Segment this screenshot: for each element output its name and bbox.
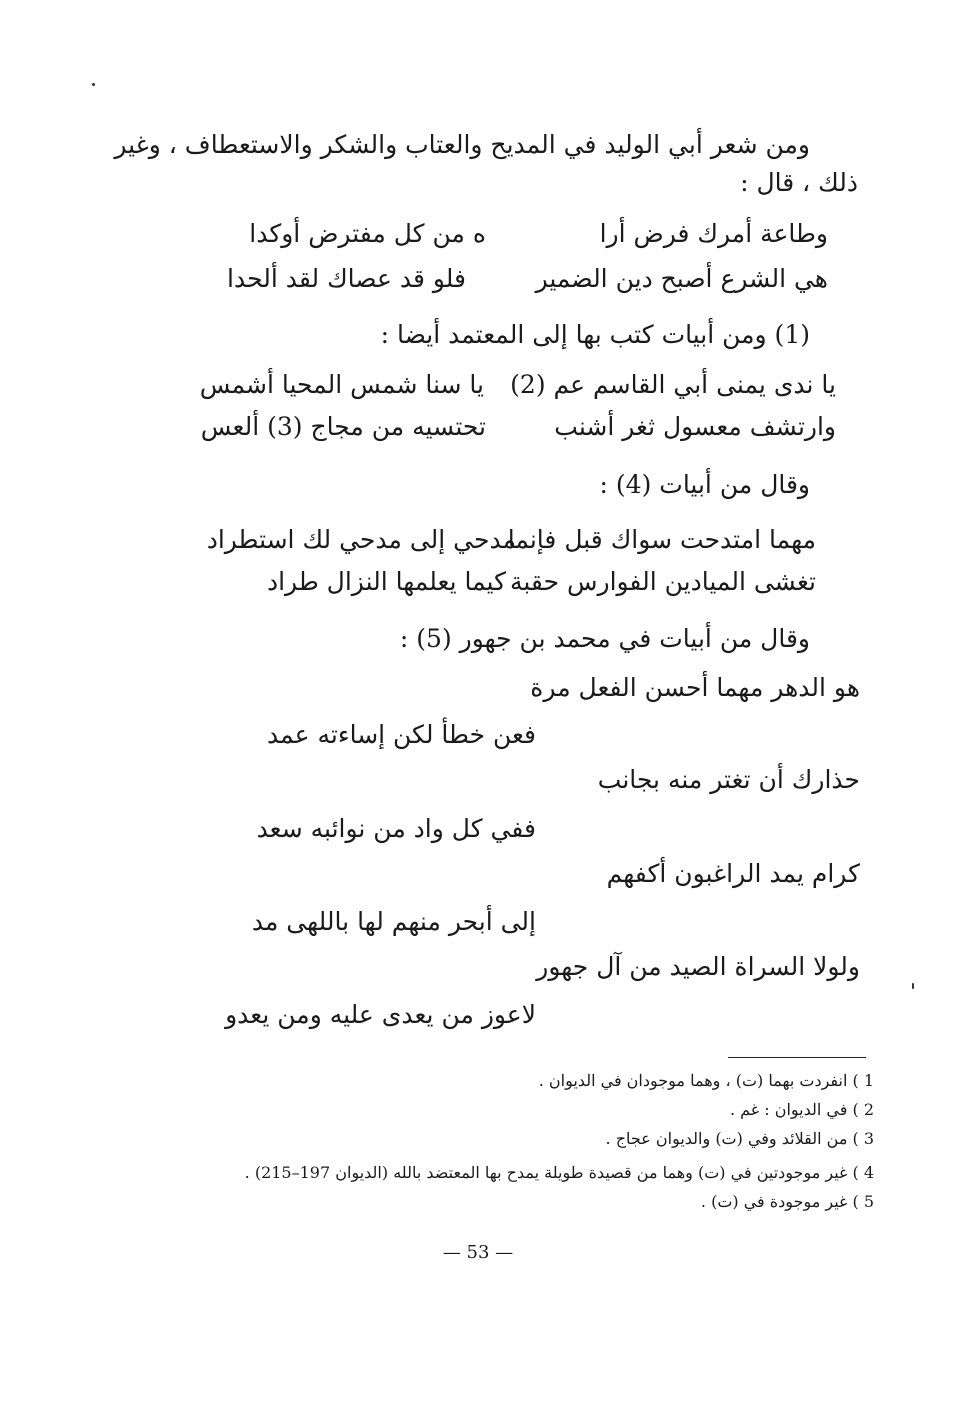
verse-hemistich-left: مدحي إلى مدحي لك استطراد (206, 525, 516, 554)
scan-speck (912, 983, 914, 989)
verse-hemistich-left: ففي كل واد من نوائبه سعد (256, 814, 536, 843)
verse-hemistich-right: مهما امتدحت سواك قبل فإنما (507, 525, 816, 554)
verse-hemistich-left: يا سنا شمس المحيا أشمس (199, 370, 484, 399)
verse-hemistich-left: كيما يعلمها النزال طراد (266, 567, 506, 596)
footnote: 3 ) من القلائد وفي (ت) والديوان عجاج . (605, 1129, 874, 1148)
verse-hemistich-left: فلو قد عصاك لقد ألحدا (227, 264, 466, 293)
verse-hemistich-left: لاعوز من يعدى عليه ومن يعدو (225, 1000, 536, 1029)
section-heading: وقال من أبيات (4) : (599, 470, 810, 499)
intro-line-2: ذلك ، قال : (740, 168, 858, 197)
footnote-number: 4 (863, 1163, 874, 1182)
verse-hemistich-right: هي الشرع أصبح دين الضمير (535, 264, 828, 293)
footnote: 5 ) غير موجودة في (ت) . (700, 1192, 874, 1211)
verse-hemistich-left: إلى أبحر منهم لها باللهى مد (251, 907, 536, 936)
footnote-text: غير موجودة في (ت) . (700, 1192, 848, 1211)
footnote-text: في الديوان : غم . (729, 1100, 848, 1119)
verse-hemistich-right: حذارك أن تغتر منه بجانب (597, 765, 860, 794)
footnote-number: 1 (863, 1071, 874, 1090)
verse-hemistich-left: فعن خطأ لكن إساءته عمد (267, 720, 536, 749)
footnote-text: انفردت بهما (ت) ، وهما موجودان في الديوان . (538, 1071, 848, 1090)
footnote-text: من القلائد وفي (ت) والديوان عجاج . (605, 1129, 848, 1148)
footnote: 1 ) انفردت بهما (ت) ، وهما موجودان في الديوان . (538, 1071, 874, 1090)
verse-hemistich-right: كرام يمد الراغبون أكفهم (606, 859, 860, 888)
footnote-number: 3 (863, 1129, 874, 1148)
footnote-separator (728, 1057, 866, 1058)
verse-hemistich-right: وطاعة أمرك فرض أرا (599, 219, 828, 248)
footnote-number: 5 (863, 1192, 874, 1211)
verse-hemistich-right: يا ندى يمنى أبي القاسم عم (2) (510, 370, 836, 399)
section-heading: وقال من أبيات في محمد بن جهور (5) : (399, 624, 810, 653)
footnote: 2 ) في الديوان : غم . (729, 1100, 874, 1119)
verse-hemistich-right: وارتشف معسول ثغر أشنب (554, 412, 836, 441)
verse-hemistich-right: تغشى الميادين الفوارس حقبة (509, 567, 816, 596)
intro-line-1: ومن شعر أبي الوليد في المديح والعتاب والشكر والاستعطاف ، وغير (114, 130, 810, 159)
page-number: — 53 — (442, 1242, 514, 1263)
scan-speck (92, 83, 95, 86)
section-heading: (1) ومن أبيات كتب بها إلى المعتمد أيضا : (380, 320, 810, 349)
footnote-text: غير موجودتين في (ت) وهما من قصيدة طويلة يمدح بها المعتضد بالله (الديوان 197–215) . (244, 1163, 848, 1182)
verse-hemistich-right: ولولا السراة الصيد من آل جهور (536, 952, 860, 981)
verse-hemistich-right: هو الدهر مهما أحسن الفعل مرة (530, 673, 860, 702)
footnote: 4 ) غير موجودتين في (ت) وهما من قصيدة طويلة يمدح بها المعتضد بالله (الديوان 197–215) . (244, 1163, 874, 1182)
footnote-number: 2 (863, 1100, 874, 1119)
verse-hemistich-left: ه من كل مفترض أوكدا (249, 219, 486, 248)
verse-hemistich-left: تحتسيه من مجاج (3) ألعس (200, 412, 486, 441)
